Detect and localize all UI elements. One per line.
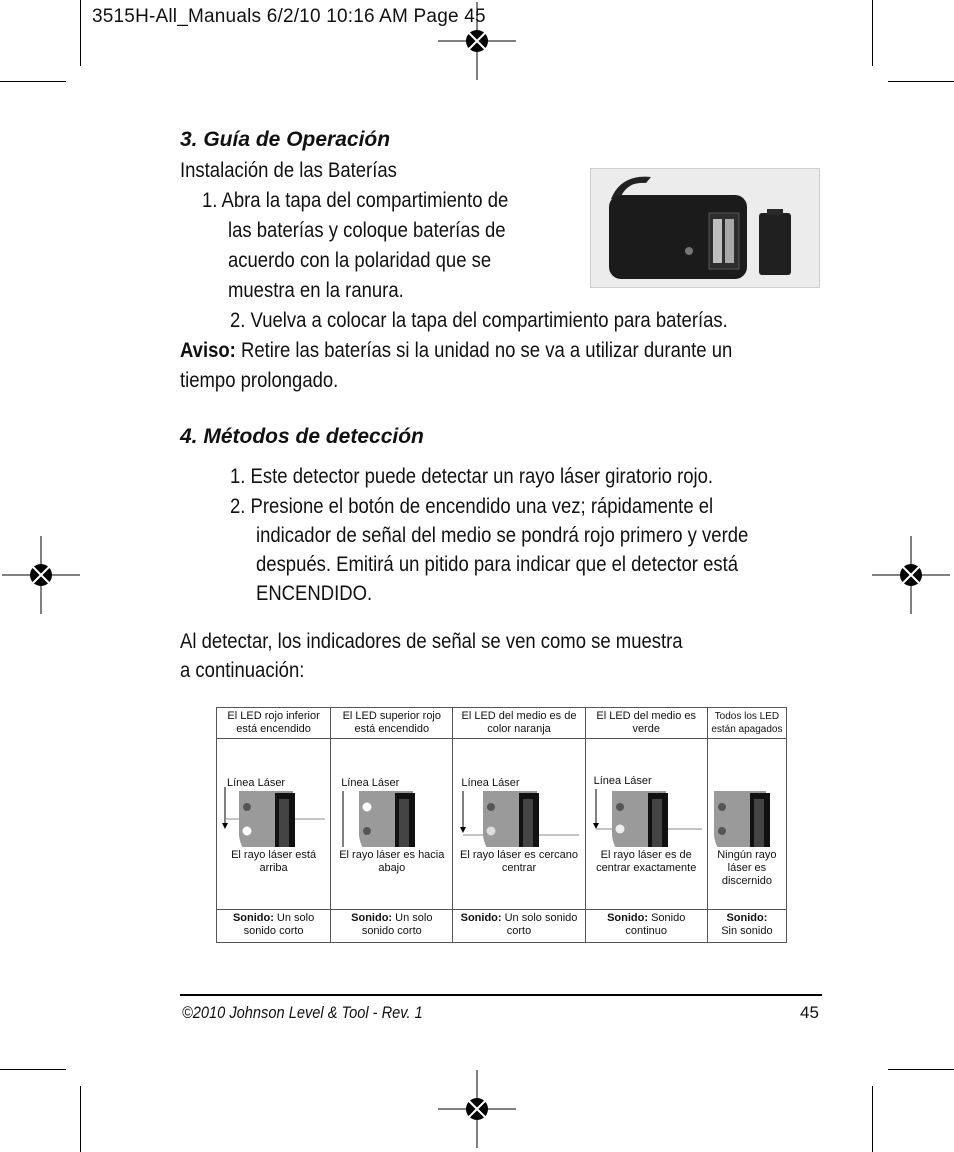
sound-label: Sonido:: [232, 912, 274, 924]
crop-mark: [872, 0, 873, 66]
sound-value: Sonido continuo: [625, 912, 686, 937]
detector-diagram: [453, 739, 584, 847]
battery-compartment-photo: [590, 168, 820, 288]
intro-line1: Al detectar, los indicadores de señal se ven como se muestra: [180, 629, 683, 653]
crop-mark: [888, 81, 954, 82]
header-cell: El LED rojo inferior está encendido: [217, 708, 331, 739]
detect-item2-line2: indicador de señal del medio se pondrá rojo primero y verde: [256, 523, 749, 547]
description-cell: El rayo láser es de centrar exactamente: [585, 847, 707, 910]
intro-line2: a continuación:: [180, 658, 305, 682]
sound-cell: [707, 910, 786, 943]
laser-line-label: Línea Láser: [341, 777, 400, 789]
step1-line3: acuerdo con la polaridad que se: [228, 248, 492, 272]
detect-item2-line4: ENCENDIDO.: [256, 581, 373, 605]
laser-line-label: Línea Láser: [461, 777, 520, 789]
sound-label: Sonido:: [726, 912, 768, 924]
table-image-row: [217, 739, 787, 848]
header-cell: El LED del medio es verde: [585, 708, 707, 739]
table-header-row: [217, 708, 787, 739]
signal-indicator-table: [216, 707, 787, 943]
crop-mark: [0, 81, 66, 82]
sound-cell: [331, 910, 453, 943]
sound-cell: [217, 910, 331, 943]
sound-value: Un solo sonido corto: [243, 912, 315, 937]
crop-mark: [80, 1086, 81, 1152]
crop-mark: [0, 1069, 66, 1070]
laser-line-label: Línea Láser: [593, 775, 652, 787]
laser-line-label: Línea Láser: [227, 777, 286, 789]
sound-cell: [453, 910, 585, 943]
header-cell: El LED superior rojo está encendido: [331, 708, 453, 739]
description-cell: Ningún rayo láser es discernido: [707, 847, 786, 910]
table-sound-row: [217, 910, 787, 943]
registration-mark-icon: [2, 536, 80, 614]
notice-text: Retire las baterías si la unidad no se va a utilizar durante un: [235, 338, 733, 362]
step2-text: 2. Vuelva a colocar la tapa del compartimiento para baterías.: [230, 308, 728, 332]
registration-mark-icon: [872, 536, 950, 614]
sound-cell: [585, 910, 707, 943]
detect-item1: 1. Este detector puede detectar un rayo láser giratorio rojo.: [230, 464, 714, 488]
crop-mark: [888, 1069, 954, 1070]
detect-item2-line1: 2. Presione el botón de encendido una vez; rápidamente el: [230, 494, 714, 518]
sound-label: Sonido:: [351, 912, 393, 924]
page-number: 45: [800, 1003, 819, 1022]
footer-rule: [180, 994, 822, 996]
crop-mark: [80, 0, 81, 66]
detector-diagram: [331, 739, 452, 847]
detect-item2-line3: después. Emitirá un pitido para indicar que el detector está: [256, 552, 739, 576]
sound-value: Sin sonido: [721, 925, 773, 937]
section-4-title: 4. Métodos de detección: [180, 425, 424, 448]
sound-label: Sonido:: [460, 912, 502, 924]
notice-line2: tiempo prolongado.: [180, 368, 339, 392]
sound-label: Sonido:: [607, 912, 649, 924]
detector-diagram: [708, 739, 786, 847]
table-description-row: [217, 847, 787, 910]
description-cell: El rayo láser está arriba: [217, 847, 331, 910]
slug-line: 3515H-All_Manuals 6/2/10 10:16 AM Page 45: [92, 6, 486, 27]
crop-mark: [872, 1086, 873, 1152]
sound-value: Un solo sonido corto: [361, 912, 433, 937]
header-cell: Todos los LED están apagados: [707, 708, 786, 739]
registration-mark-icon: [438, 1070, 516, 1148]
battery-subtitle: Instalación de las Baterías: [180, 158, 397, 182]
registration-mark-icon: [438, 2, 516, 80]
step1-line2: las baterías y coloque baterías de: [228, 218, 506, 242]
footer-copyright: ©2010 Johnson Level & Tool - Rev. 1: [182, 1003, 423, 1022]
header-cell: El LED del medio es de color naranja: [453, 708, 585, 739]
description-cell: El rayo láser es cercano centrar: [453, 847, 585, 910]
notice-label: Aviso:: [180, 338, 236, 362]
sound-value: Un solo sonido corto: [501, 912, 578, 937]
step1-line4: muestra en la ranura.: [228, 278, 404, 302]
detector-diagram: [217, 739, 330, 847]
description-cell: El rayo láser es hacia abajo: [331, 847, 453, 910]
section-3-title: 3. Guía de Operación: [180, 128, 391, 151]
notice-line1: [180, 335, 732, 365]
detector-diagram: [586, 739, 707, 847]
step1-line1: 1. Abra la tapa del compartimiento de: [202, 188, 509, 212]
